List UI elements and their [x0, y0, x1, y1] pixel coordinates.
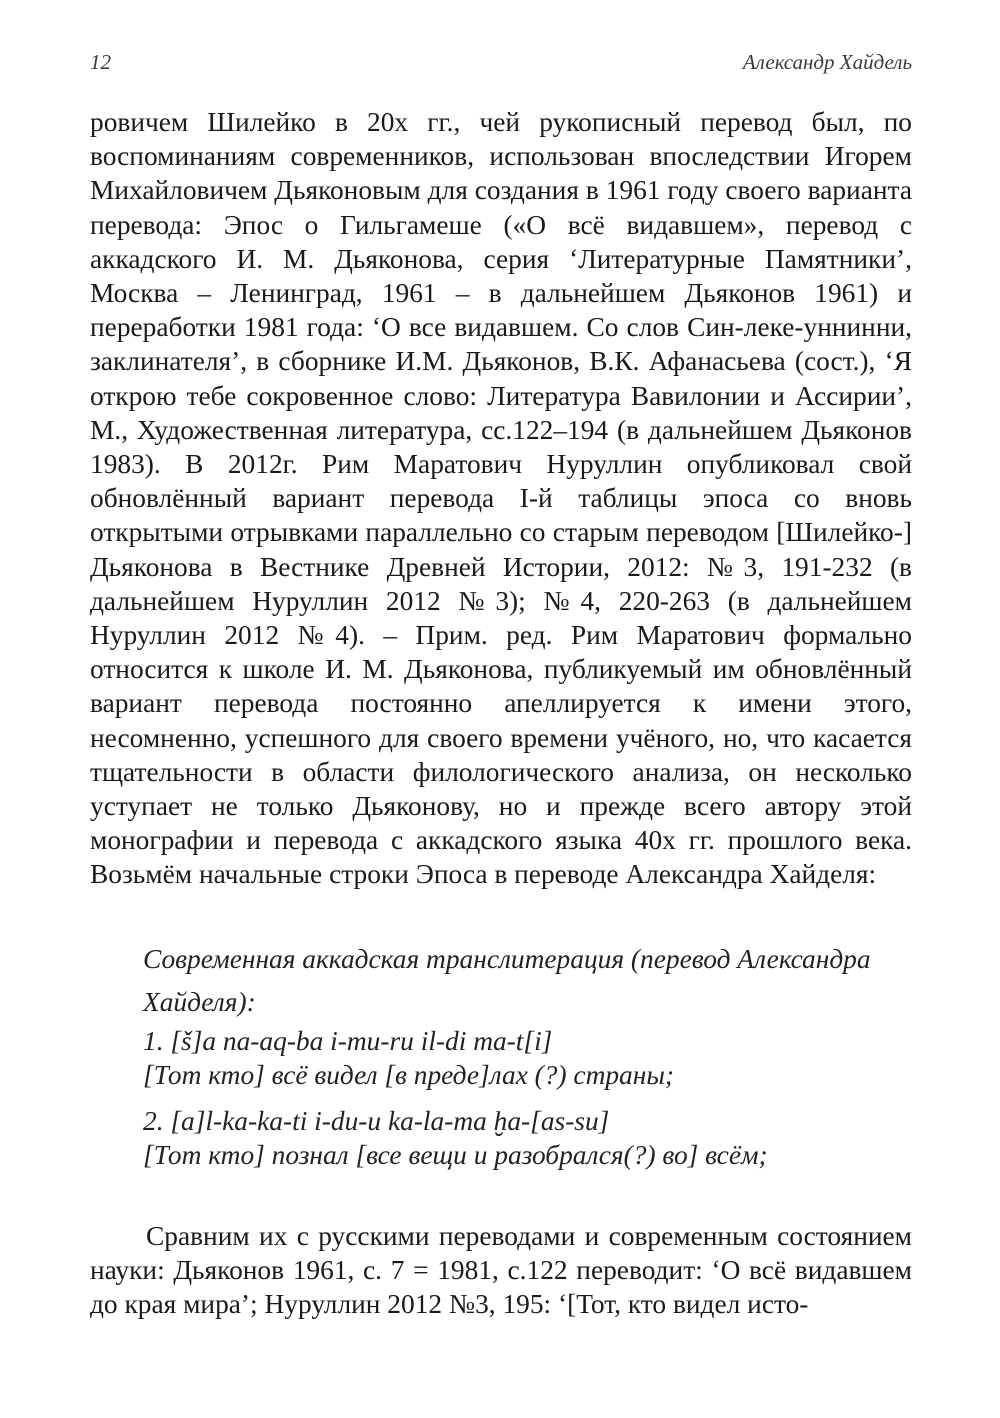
transliteration-line: 1. [š]a na-aq-ba i-mu-ru il-di ma-t[i] [143, 1026, 553, 1056]
body-paragraph [90, 1219, 912, 1322]
translation-line: [Тот кто] всё видел [в преде]лах (?) страны; [143, 1060, 675, 1090]
running-header [90, 50, 912, 80]
quote-heading: Современная аккадская транслитерация (перевод Александра Хайделя): [143, 944, 871, 1017]
quote-line [143, 1024, 913, 1092]
running-title: Александр Хайдель [742, 50, 912, 74]
quote-line [143, 1104, 913, 1172]
translation-line: [Тот кто] познал [все вещи и разобрался(?) во] всём; [143, 1140, 768, 1170]
page-number: 12 [90, 50, 111, 74]
body-paragraph: ровичем Шилейко в 20х гг., чей рукописный перевод был, по воспоминаниям современников, использован впоследствии Игорем Михайловичем Дьяконовым для создания в 1961 году своего варианта перевода: Эпос о Гильгамеше («О всё видавшем», перевод с аккадского И. М. Дьяконова, серия ‘Литературные Памятники’, Москва – Ленинград, 1961 – в дальнейшем Дьяконов 1961) и переработки 1981 года: ‘О все видавшем. Со слов Син-леке-уннинни, заклинателя’, в сборнике И.М. Дьяконов, В.К. Афанасьева (сост.), ‘Я открою тебе сокровенное слово: Литература Вавилонии и Ассирии’, М., Художественная литература, сс.122–194 (в дальнейшем Дьяконов 1983). В 2012г. Рим Маратович Нуруллин опубликовал свой обновлённый вариант перевода I-й таблицы эпоса со вновь открытыми отрывками параллельно со старым переводом [Шилейко-] Дьяконова в Вестнике Древней Истории, 2012: №3, 191-232 (в дальнейшем Нуруллин 2012 №3); №4, 220-263 (в дальнейшем Нуруллин 2012 №4). – Прим. ред. Рим Маратович формально относится к школе И. М. Дьяконова, публикуемый им обновлённый вариант перевода постоянно апеллируется к имени этого, несомненно, успешного для своего времени учёного, но, что касается тщательности в области филологического анализа, он несколько уступает не только Дьяконову, но и прежде всего автору этой монографии и перевода с аккадского языка 40х гг. прошлого века. Возьмём начальные строки Эпоса в переводе Александра Хайделя: [90, 107, 912, 890]
transliteration-line: 2. [a]l-ka-ka-ti i-du-u ka-la-ma ḫa-[as-su] [143, 1106, 610, 1136]
body-paragraph-text: Сравним их с русскими переводами и современным состоянием науки: Дьяконов 1961, с. 7 = 1981, с.122 переводит: ‘О всё видавшем до края мира’; Нуруллин 2012 №3, 195: ‘[Тот, кто видел исто- [90, 1221, 912, 1320]
